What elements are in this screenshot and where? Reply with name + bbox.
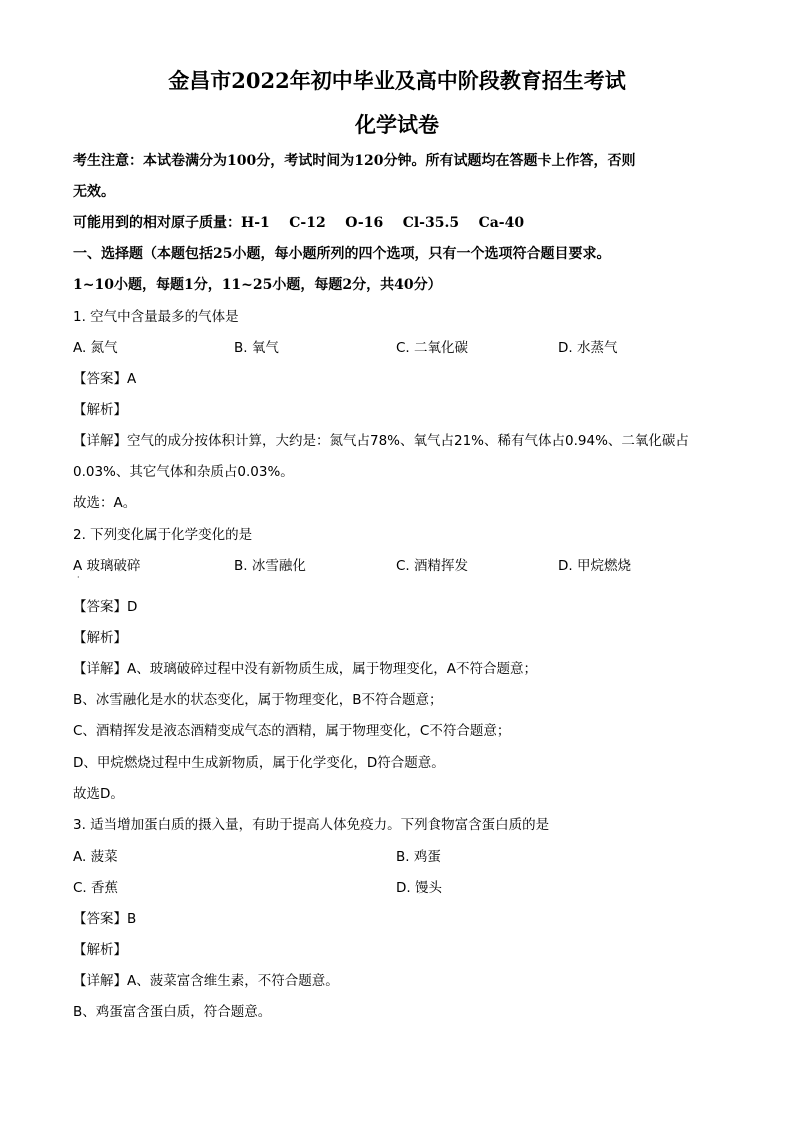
- q1-option-d: D. 水蒸气: [558, 340, 618, 356]
- exam-subtitle: 化学试卷: [355, 112, 439, 137]
- q3-detail-line-2: B、鸡蛋富含蛋白质，符合题意。: [73, 1004, 272, 1020]
- q3-stem: 3. 适当增加蛋白质的摄入量，有助于提高人体免疫力。下列食物富含蛋白质的是: [73, 817, 550, 833]
- q1-detail-line-2: 0.03%、其它气体和杂质占0.03%。: [73, 464, 294, 480]
- q2-detail-line-2: B、冰雪融化是水的状态变化，属于物理变化，B不符合题意；: [73, 692, 443, 708]
- q1-answer: 【答案】A: [73, 371, 137, 387]
- q1-option-c: C. 二氧化碳: [396, 340, 469, 356]
- q2-analysis-label: 【解析】: [73, 630, 127, 646]
- q1-option-b: B. 氧气: [234, 340, 279, 356]
- q3-option-d: D. 馒头: [396, 880, 442, 896]
- q2-option-d: D. 甲烷燃烧: [558, 558, 631, 574]
- notice-line-1: 考生注意：本试卷满分为100分，考试时间为120分钟。所有试题均在答题卡上作答，否则: [73, 153, 636, 169]
- section-heading-line-2: 1~10小题，每题1分，11~25小题，每题2分，共40分）: [73, 277, 442, 293]
- q3-analysis-label: 【解析】: [73, 942, 127, 958]
- q3-option-c: C. 香蕉: [73, 880, 119, 896]
- q2-option-a: A 玻璃破碎: [73, 558, 141, 574]
- q3-answer: 【答案】B: [73, 911, 137, 927]
- q2-detail-line-4: D、甲烷燃烧过程中生成新物质，属于化学变化，D符合题意。: [73, 755, 445, 771]
- q1-stem: 1. 空气中含量最多的气体是: [73, 309, 239, 325]
- q3-detail-line-1: 【详解】A、菠菜富含维生素，不符合题意。: [73, 973, 339, 989]
- q3-option-b: B. 鸡蛋: [396, 849, 441, 865]
- q1-detail-line-1: 【详解】空气的成分按体积计算，大约是：氮气占78%、氧气占21%、稀有气体占0.94%、二氧化碳占: [73, 433, 689, 449]
- q2-detail-line-1: 【详解】A、玻璃破碎过程中没有新物质生成，属于物理变化，A不符合题意；: [73, 661, 537, 677]
- q1-analysis-label: 【解析】: [73, 402, 127, 418]
- q2-option-c: C. 酒精挥发: [396, 558, 469, 574]
- q2-stem: 2. 下列变化属于化学变化的是: [73, 527, 253, 543]
- exam-title: 金昌市2022年初中毕业及高中阶段教育招生考试: [168, 68, 626, 93]
- q2-detail-line-3: C、酒精挥发是液态酒精变成气态的酒精，属于物理变化，C不符合题意；: [73, 723, 511, 739]
- notice-line-2: 无效。: [73, 184, 115, 200]
- q3-option-a: A. 菠菜: [73, 849, 118, 865]
- q2-option-marker-dot: ·: [77, 573, 80, 582]
- q1-conclusion: 故选：A。: [73, 495, 137, 511]
- q1-option-a: A. 氮气: [73, 340, 118, 356]
- section-heading-line-1: 一、选择题（本题包括25小题，每小题所列的四个选项，只有一个选项符合题目要求。: [73, 246, 611, 262]
- q2-conclusion: 故选D。: [73, 786, 124, 802]
- q2-option-b: B. 冰雪融化: [234, 558, 306, 574]
- q2-answer: 【答案】D: [73, 599, 138, 615]
- atomic-mass-line: 可能用到的相对原子质量：H-1 C-12 O-16 Cl-35.5 Ca-40: [73, 215, 525, 231]
